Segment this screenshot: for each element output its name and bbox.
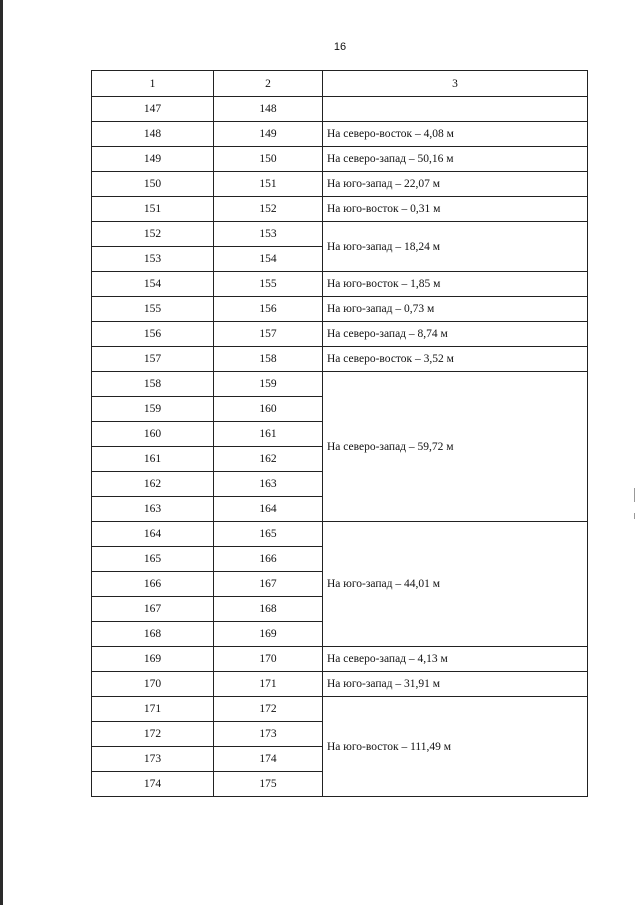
cell-from-point: 172 bbox=[92, 722, 214, 747]
cell-direction-distance bbox=[323, 97, 588, 122]
cell-to-point: 155 bbox=[214, 272, 323, 297]
cell-from-point: 162 bbox=[92, 472, 214, 497]
cell-direction-distance: На юго-восток – 111,49 м bbox=[323, 697, 588, 797]
table-body bbox=[92, 97, 588, 797]
cell-to-point: 154 bbox=[214, 247, 323, 272]
cell-from-point: 163 bbox=[92, 497, 214, 522]
cell-to-point: 159 bbox=[214, 372, 323, 397]
table-row bbox=[92, 372, 588, 397]
cell-from-point: 156 bbox=[92, 322, 214, 347]
cell-to-point: 156 bbox=[214, 297, 323, 322]
cell-to-point: 169 bbox=[214, 622, 323, 647]
cell-from-point: 159 bbox=[92, 397, 214, 422]
column-header-3: 3 bbox=[323, 71, 588, 97]
cell-from-point: 157 bbox=[92, 347, 214, 372]
table-row bbox=[92, 347, 588, 372]
cell-to-point: 157 bbox=[214, 322, 323, 347]
cell-direction-distance: На юго-восток – 1,85 м bbox=[323, 272, 588, 297]
cell-direction-distance: На юго-запад – 0,73 м bbox=[323, 297, 588, 322]
cell-to-point: 170 bbox=[214, 647, 323, 672]
cell-from-point: 164 bbox=[92, 522, 214, 547]
cell-to-point: 150 bbox=[214, 147, 323, 172]
table-row bbox=[92, 172, 588, 197]
cell-from-point: 155 bbox=[92, 297, 214, 322]
cell-to-point: 165 bbox=[214, 522, 323, 547]
cell-from-point: 167 bbox=[92, 597, 214, 622]
cell-direction-distance: На юго-запад – 31,91 м bbox=[323, 672, 588, 697]
cell-to-point: 148 bbox=[214, 97, 323, 122]
table-row bbox=[92, 197, 588, 222]
cell-from-point: 149 bbox=[92, 147, 214, 172]
table-row bbox=[92, 222, 588, 247]
cell-direction-distance: На северо-запад – 59,72 м bbox=[323, 372, 588, 522]
scan-right-mark bbox=[634, 488, 635, 502]
table-row bbox=[92, 297, 588, 322]
cell-to-point: 168 bbox=[214, 597, 323, 622]
cell-from-point: 171 bbox=[92, 697, 214, 722]
cell-from-point: 153 bbox=[92, 247, 214, 272]
table-row bbox=[92, 272, 588, 297]
cell-from-point: 168 bbox=[92, 622, 214, 647]
cell-direction-distance: На северо-запад – 50,16 м bbox=[323, 147, 588, 172]
table-row bbox=[92, 122, 588, 147]
cell-from-point: 154 bbox=[92, 272, 214, 297]
table-row bbox=[92, 672, 588, 697]
cell-to-point: 171 bbox=[214, 672, 323, 697]
scan-right-mark bbox=[634, 513, 635, 519]
cell-direction-distance: На северо-запад – 4,13 м bbox=[323, 647, 588, 672]
cell-to-point: 175 bbox=[214, 772, 323, 797]
cell-direction-distance: На юго-запад – 44,01 м bbox=[323, 522, 588, 647]
cell-to-point: 149 bbox=[214, 122, 323, 147]
boundary-table bbox=[91, 70, 588, 797]
cell-from-point: 169 bbox=[92, 647, 214, 672]
cell-from-point: 161 bbox=[92, 447, 214, 472]
cell-direction-distance: На северо-запад – 8,74 м bbox=[323, 322, 588, 347]
table-row bbox=[92, 147, 588, 172]
cell-from-point: 147 bbox=[92, 97, 214, 122]
table-row bbox=[92, 322, 588, 347]
cell-to-point: 174 bbox=[214, 747, 323, 772]
cell-from-point: 160 bbox=[92, 422, 214, 447]
cell-to-point: 153 bbox=[214, 222, 323, 247]
cell-from-point: 148 bbox=[92, 122, 214, 147]
cell-from-point: 152 bbox=[92, 222, 214, 247]
cell-from-point: 173 bbox=[92, 747, 214, 772]
column-header-2: 2 bbox=[214, 71, 323, 97]
cell-to-point: 166 bbox=[214, 547, 323, 572]
cell-to-point: 172 bbox=[214, 697, 323, 722]
table-row bbox=[92, 97, 588, 122]
table-row bbox=[92, 697, 588, 722]
cell-direction-distance: На юго-восток – 0,31 м bbox=[323, 197, 588, 222]
cell-from-point: 174 bbox=[92, 772, 214, 797]
table-row bbox=[92, 647, 588, 672]
cell-to-point: 167 bbox=[214, 572, 323, 597]
cell-direction-distance: На северо-восток – 4,08 м bbox=[323, 122, 588, 147]
cell-to-point: 163 bbox=[214, 472, 323, 497]
cell-to-point: 160 bbox=[214, 397, 323, 422]
cell-to-point: 162 bbox=[214, 447, 323, 472]
cell-to-point: 164 bbox=[214, 497, 323, 522]
cell-from-point: 166 bbox=[92, 572, 214, 597]
column-header-1: 1 bbox=[92, 71, 214, 97]
cell-to-point: 152 bbox=[214, 197, 323, 222]
cell-direction-distance: На северо-восток – 3,52 м bbox=[323, 347, 588, 372]
table-row bbox=[92, 522, 588, 547]
scan-left-edge bbox=[0, 0, 3, 905]
cell-from-point: 165 bbox=[92, 547, 214, 572]
cell-direction-distance: На юго-запад – 18,24 м bbox=[323, 222, 588, 272]
cell-direction-distance: На юго-запад – 22,07 м bbox=[323, 172, 588, 197]
page-number: 16 bbox=[333, 41, 347, 53]
cell-from-point: 170 bbox=[92, 672, 214, 697]
cell-to-point: 151 bbox=[214, 172, 323, 197]
cell-from-point: 158 bbox=[92, 372, 214, 397]
cell-from-point: 151 bbox=[92, 197, 214, 222]
table-header-row bbox=[92, 71, 588, 97]
cell-to-point: 173 bbox=[214, 722, 323, 747]
cell-to-point: 158 bbox=[214, 347, 323, 372]
cell-to-point: 161 bbox=[214, 422, 323, 447]
cell-from-point: 150 bbox=[92, 172, 214, 197]
